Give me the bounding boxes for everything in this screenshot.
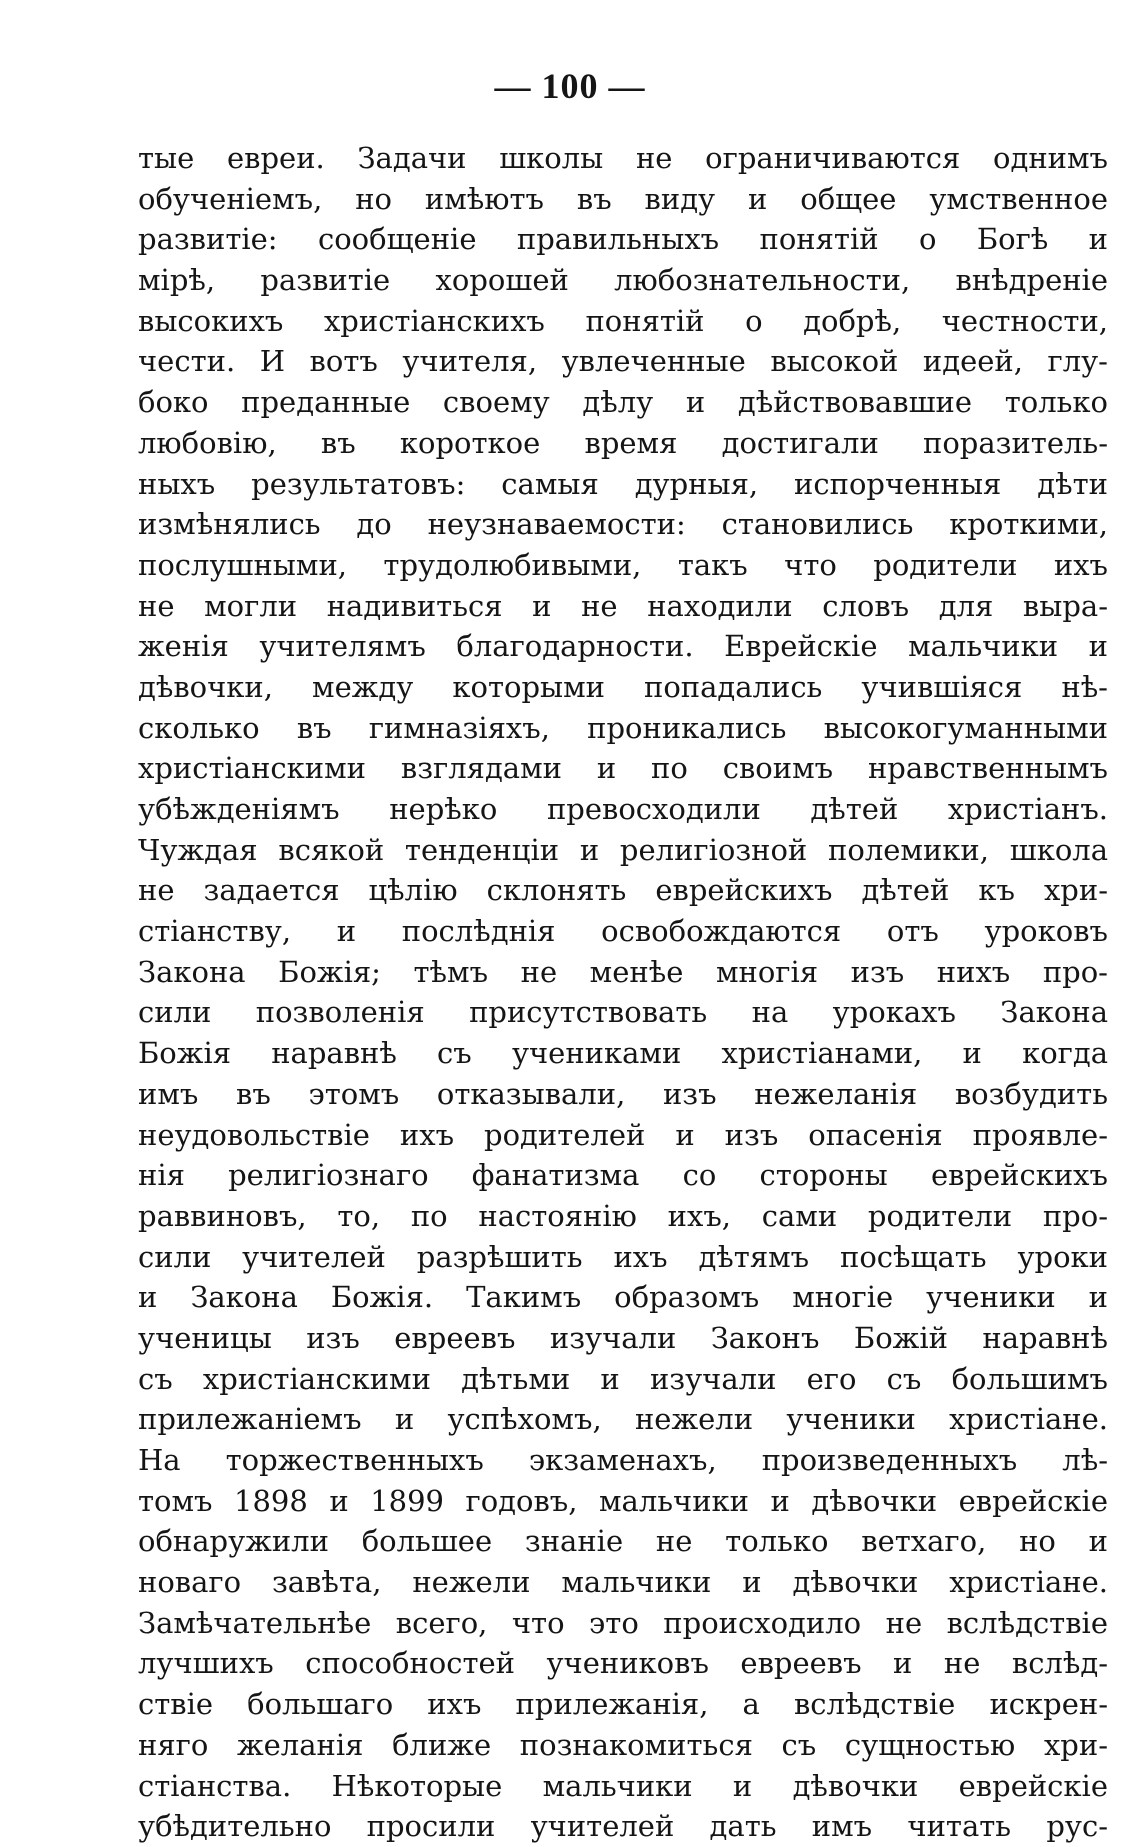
text-line: обнаружили большее знаніе не только ветхаго, но и <box>138 1524 1108 1559</box>
page-number: — 100 — <box>494 66 646 106</box>
text-line: прилежаніемъ и успѣхомъ, нежели ученики христіане. <box>138 1402 1108 1437</box>
text-line: неудовольствіе ихъ родителей и изъ опасенія проявле- <box>138 1117 1108 1152</box>
text-line: тые евреи. Задачи школы не ограничиваются однимъ <box>138 141 1108 175</box>
text-line: послушными, трудолюбивыми, такъ что родители ихъ <box>138 547 1108 582</box>
text-line: убѣжденіямъ нерѣко превосходили дѣтей христіанъ. <box>138 792 1108 826</box>
text-line: Закона Божія; тѣмъ не менѣе многія изъ нихъ про- <box>138 954 1108 989</box>
text-line: стіанству, и послѣднія освобождаются отъ уроковъ <box>138 914 1108 949</box>
text-line: христіанскими взглядами и по своимъ нравственнымъ <box>138 751 1108 786</box>
text-line: Божія наравнѣ съ учениками христіанами, и когда <box>138 1036 1108 1071</box>
text-line: мірѣ, развитіе хорошей любознательности, внѣдреніе <box>138 263 1108 298</box>
text-line: Замѣчательнѣе всего, что это происходило не вслѣдствіе <box>138 1605 1108 1640</box>
text-line: женія учителямъ благодарности. Еврейскіе мальчики и <box>138 629 1108 664</box>
text-line: сколько въ гимназіяхъ, проникались высокогуманными <box>138 710 1108 745</box>
text-line: измѣнялись до неузнаваемости: становились кроткими, <box>138 507 1108 542</box>
text-line: няго желанія ближе познакомиться съ сущностью хри- <box>138 1727 1108 1762</box>
text-line: На торжественныхъ экзаменахъ, произведенныхъ лѣ- <box>138 1443 1108 1477</box>
text-line: сили позволенія присутствовать на урокахъ Закона <box>138 995 1108 1030</box>
text-line: нія религіознаго фанатизма со стороны еврейскихъ <box>138 1158 1108 1193</box>
text-line: сили учителей разрѣшить ихъ дѣтямъ посѣщать уроки <box>138 1239 1108 1274</box>
text-line: новаго завѣта, нежели мальчики и дѣвочки христіане. <box>138 1565 1108 1600</box>
text-line: чести. И вотъ учителя, увлеченные высокой идеей, глу- <box>138 344 1108 379</box>
text-line: высокихъ христіанскихъ понятій о добрѣ, честности, <box>138 303 1108 338</box>
text-line: стіанства. Нѣкоторые мальчики и дѣвочки еврейскіе <box>138 1768 1108 1803</box>
body-text <box>138 138 1108 1847</box>
text-line: не могли надивиться и не находили словъ для выра- <box>138 588 1108 623</box>
text-line: ныхъ результатовъ: самыя дурныя, испорченныя дѣти <box>138 466 1108 501</box>
text-line: убѣдительно просили учителей дать имъ читать рус- <box>138 1809 1108 1844</box>
text-line: имъ въ этомъ отказывали, изъ нежеланія возбудить <box>138 1076 1108 1111</box>
text-line: ствіе большаго ихъ прилежанія, а вслѣдствіе искрен- <box>138 1687 1108 1722</box>
text-line: развитіе: сообщеніе правильныхъ понятій о Богѣ и <box>138 222 1108 257</box>
text-line: дѣвочки, между которыми попадались учившіяся нѣ- <box>138 669 1108 704</box>
text-line: Чуждая всякой тенденціи и религіозной полемики, школа <box>138 832 1108 867</box>
text-line: съ христіанскими дѣтьми и изучали его съ большимъ <box>138 1361 1108 1396</box>
text-line: ученицы изъ евреевъ изучали Законъ Божій наравнѣ <box>138 1320 1108 1355</box>
text-line: томъ 1898 и 1899 годовъ, мальчики и дѣвочки еврейскіе <box>138 1483 1108 1518</box>
text-line: лучшихъ способностей учениковъ евреевъ и не вслѣд- <box>138 1646 1108 1681</box>
text-line: любовію, въ короткое время достигали поразитель- <box>138 425 1108 460</box>
text-line: боко преданные своему дѣлу и дѣйствовавшие только <box>138 385 1108 420</box>
text-line: и Закона Божія. Такимъ образомъ многіе ученики и <box>138 1280 1108 1315</box>
text-line: раввиновъ, то, по настоянію ихъ, сами родители про- <box>138 1198 1108 1233</box>
text-line: обученіемъ, но имѣютъ въ виду и общее умственное <box>138 181 1108 216</box>
text-line: не задается цѣлію склонять еврейскихъ дѣтей къ хри- <box>138 873 1108 908</box>
